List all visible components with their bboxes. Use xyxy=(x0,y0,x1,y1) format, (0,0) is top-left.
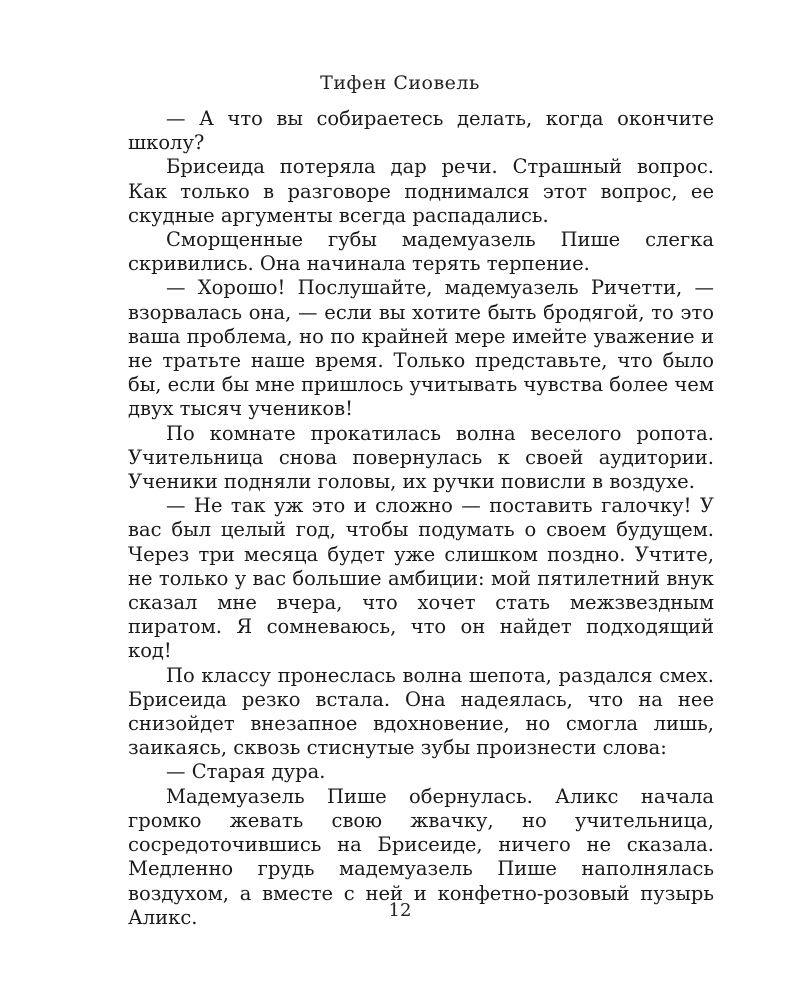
paragraph: — Хорошо! Послушайте, мадемуазель Ричетти, — взорвалась она, — если вы хотите быть бродягой, то это ваша проблема, но по крайней мере имейте уважение и не тратьте наше время. Только представьте, что было бы, если бы мне пришлось учитывать чувства более чем двух тысяч учеников! xyxy=(128,276,715,421)
paragraph: — Не так уж это и сложно — поставить галочку! У вас был целый год, чтобы подумать о своем будущем. Через три месяца будет уже слишком поздно. Учтите, не только у вас большие амбиции: мой пятилетний внук сказал мне вчера, что хочет стать межзвездным пиратом. Я сомневаюсь, что он найдет подходящий код! xyxy=(128,494,714,663)
paragraph: Брисеида потеряла дар речи. Страшный вопрос. Как только в разговоре поднимался этот вопрос, ее скудные аргументы всегда распадались. xyxy=(128,155,714,227)
running-head-author: Тифен Сиовель xyxy=(320,72,480,94)
paragraph: По классу пронеслась волна шепота, раздался смех. Брисеида резко встала. Она надеялась, что на нее снизойдет внезапное вдохновение, но смогла лишь, заикаясь, сквозь стиснутые зубы произнести слова: xyxy=(128,663,714,760)
paragraph: — А что вы собираетесь делать, когда окончите школу? xyxy=(128,107,714,155)
paragraph: — Старая дура. xyxy=(166,760,326,784)
page-number: 12 xyxy=(388,900,412,921)
body-text xyxy=(128,107,714,930)
paragraph: Сморщенные губы мадемуазель Пише слегка скривились. Она начинала терять терпение. xyxy=(128,228,714,276)
paragraph: Мадемуазель Пише обернулась. Аликс начала громко жевать свою жвачку, но учительница, сосредоточившись на Брисеиде, ничего не сказала. Медленно грудь мадемуазель Пише наполнялась воздухом, а вместе с ней и конфетно-розовый пузырь Аликс. xyxy=(128,784,714,929)
paragraph: По комнате прокатилась волна веселого ропота. Учительница снова повернулась к своей аудитории. Ученики подняли головы, их ручки повисли в воздухе. xyxy=(128,421,714,494)
